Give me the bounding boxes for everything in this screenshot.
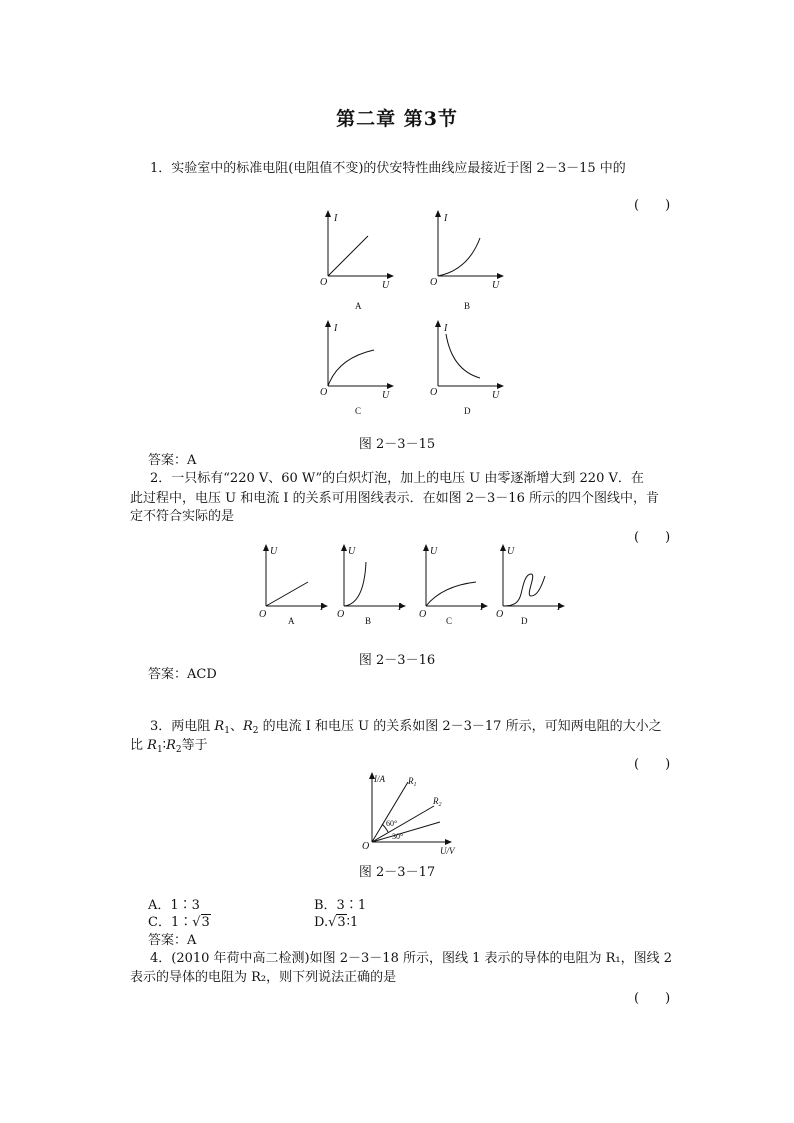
q2-answer: 答案：ACD [148, 667, 217, 682]
q3-r1: R [214, 719, 225, 734]
q1-graph-d [428, 320, 508, 410]
q4-answer-blank: ( ) [634, 991, 671, 1006]
q3-text-b: 的电流 I 和电压 U 的关系如图 2－3－17 所示，可知两电阻的大小之 [258, 719, 662, 734]
q1-figure-caption: 图 2－3－15 [358, 437, 436, 452]
q1-c-x-label: U [382, 390, 390, 401]
q1-panel-d-label: D [464, 406, 471, 416]
q3-answer-blank: ( ) [634, 757, 671, 772]
q3-text-line1 [150, 718, 662, 740]
q2-curve-a [266, 582, 308, 606]
q3-origin: O [362, 841, 370, 852]
q3-option-b: B．3∶1 [314, 898, 367, 913]
q2-text-line3: 定不符合实际的是 [130, 509, 235, 524]
q3-y-label: I/A [374, 774, 385, 784]
q3-line2-r1: R [147, 738, 157, 753]
q3-option-c-prefix: C．1∶ [148, 915, 193, 930]
q1-d-x-label: U [492, 390, 500, 401]
q2-d-y-label: U [507, 546, 515, 557]
q3-fig-r1: R [408, 776, 414, 786]
q2-graph-c [418, 544, 498, 624]
q2-figure-caption: 图 2－3－16 [358, 653, 436, 668]
q3-option-d-root: 3 [337, 915, 346, 930]
q2-curve-c [426, 582, 476, 606]
q3-x-label: U/V [440, 846, 455, 856]
q1-curve-d [446, 334, 480, 378]
q2-b-y-label: U [348, 546, 356, 557]
q2-panel-d-label: D [521, 616, 528, 626]
q2-a-origin: O [259, 609, 267, 620]
q2-graph-d [495, 544, 575, 624]
q3-fig-r2-sub: 2 [438, 802, 442, 808]
q4-text-line2: 表示的导体的电阻为 R₂，则下列说法正确的是 [130, 970, 397, 985]
q3-text-line2 [130, 737, 208, 759]
q1-answer: 答案：A [148, 453, 197, 468]
q1-curve-a [328, 236, 368, 276]
q2-c-origin: O [419, 609, 427, 620]
q3-r1-sub: 1 [224, 726, 230, 736]
q2-d-x-label: I [557, 602, 561, 613]
q3-sep: 、 [229, 719, 243, 734]
q1-graph-b [428, 210, 508, 300]
q2-c-x-label: I [480, 602, 484, 613]
q1-panel-b-label: B [464, 301, 471, 311]
q3-line2-b: 等于 [181, 738, 208, 753]
q1-panel-a-label: A [355, 301, 362, 311]
q2-a-y-label: U [270, 546, 278, 557]
q3-angle-60: 60° [386, 819, 398, 828]
q3-text-a: 3．两电阻 [150, 719, 215, 734]
q3-option-c: C．1∶√3 [148, 915, 210, 930]
q1-text: 1．实验室中的标准电阻(电阻值不变)的伏安特性曲线应最接近于图 2－3－15 中的 [150, 161, 626, 176]
q3-option-d-prefix: D. [314, 915, 329, 930]
q3-option-d-suffix: ∶1 [346, 915, 359, 930]
q1-d-y-label: I [444, 323, 448, 334]
q2-d-origin: O [496, 609, 504, 620]
q3-answer: 答案：A [148, 933, 197, 948]
page-title: 第二章 第3节 [336, 108, 458, 130]
q2-panel-a-label: A [288, 616, 295, 626]
q3-line2-colon: ∶ [162, 738, 167, 753]
q1-d-origin: O [430, 387, 438, 398]
q3-fig-r2: R [433, 796, 439, 806]
q1-curve-b [438, 238, 480, 276]
q3-line2-a: 比 [130, 738, 148, 753]
q1-b-origin: O [430, 277, 438, 288]
q3-angle-30: 30° [392, 832, 404, 841]
q3-line2-r2: R [166, 738, 176, 753]
q1-panel-c-label: C [355, 406, 362, 416]
q2-graph-b [336, 544, 416, 624]
q2-answer-blank: ( ) [634, 530, 671, 545]
q3-line2-r2-sub: 2 [175, 745, 182, 755]
q1-curve-c [328, 350, 374, 386]
q3-graph [360, 770, 470, 860]
q2-b-x-label: I [398, 602, 402, 613]
q3-r2: R [242, 719, 253, 734]
q2-panel-c-label: C [446, 616, 453, 626]
q3-r1-label [407, 776, 417, 788]
q2-a-x-label: I [320, 602, 324, 613]
q3-figure-caption: 图 2－3－17 [358, 865, 436, 880]
q1-b-y-label: I [444, 213, 448, 224]
q1-a-origin: O [320, 277, 328, 288]
q1-a-x-label: U [382, 280, 390, 291]
q1-graph-a [318, 210, 398, 300]
q2-c-y-label: U [430, 546, 438, 557]
q1-c-origin: O [320, 387, 328, 398]
q1-graph-c [318, 320, 398, 410]
q3-line2-r1-sub: 1 [156, 745, 163, 755]
q3-option-d: D.√3∶1 [314, 915, 359, 930]
q2-text-line2: 此过程中，电压 U 和电流 I 的关系可用图线表示．在如图 2－3－16 所示的四个图线中，肯 [130, 491, 659, 506]
q2-b-origin: O [337, 609, 345, 620]
q1-answer-blank: ( ) [634, 198, 671, 213]
q2-panel-b-label: B [365, 616, 372, 626]
q3-r2-sub: 2 [252, 726, 259, 736]
q4-text-line1: 4．(2010 年荷中高二检测)如图 2－3－18 所示，图线 1 表示的导体的电阻为 R₁，图线 2 [150, 951, 673, 966]
q2-curve-b [344, 562, 366, 606]
q2-curve-d [503, 574, 545, 606]
q3-option-a: A．1∶3 [148, 898, 200, 913]
q1-a-y-label: I [334, 213, 338, 224]
q3-option-c-root: 3 [201, 915, 210, 930]
q2-text-line1: 2．一只标有“220 V、60 W”的白炽灯泡，加上的电压 U 由零逐渐增大到 220 V．在 [150, 471, 644, 486]
q1-c-y-label: I [334, 323, 338, 334]
q3-fig-r1-sub: 1 [413, 782, 417, 788]
q2-graph-a [258, 544, 338, 624]
q1-b-x-label: U [492, 280, 500, 291]
